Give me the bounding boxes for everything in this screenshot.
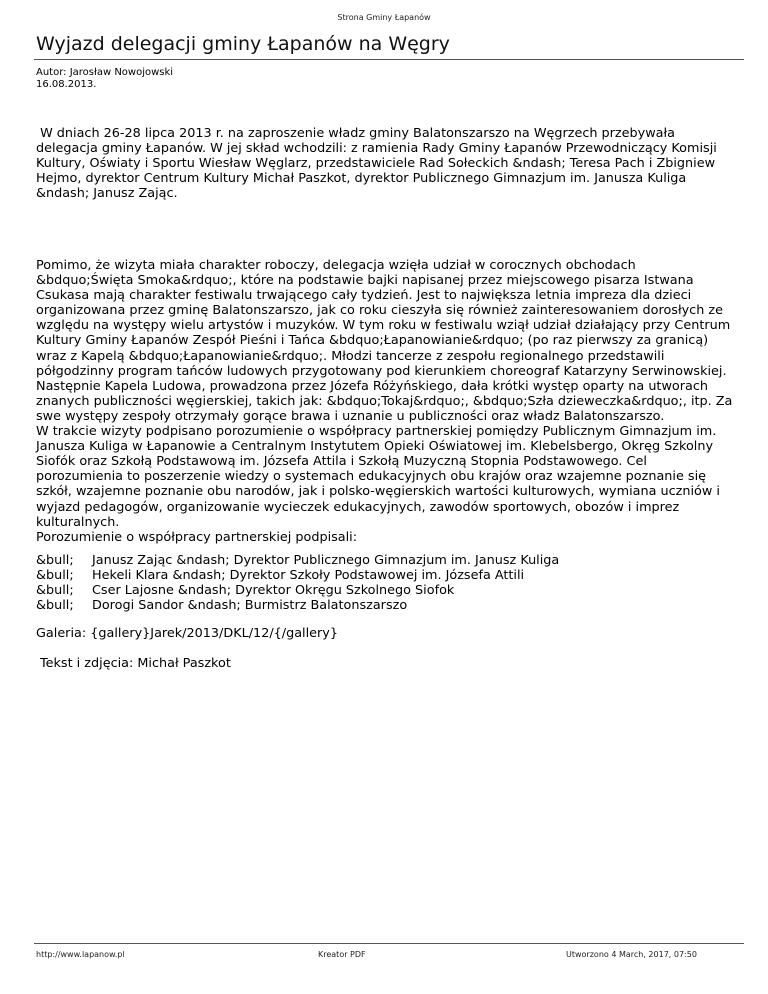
site-header: Strona Gminy Łapanów	[337, 13, 431, 22]
bullet-entity: &bull;	[36, 598, 74, 614]
author-line: Autor: Jarosław Nowojowski	[36, 67, 174, 78]
list-item-text: Janusz Zając &ndash; Dyrektor Publicznego Gimnazjum im. Janusz Kuliga	[92, 553, 560, 568]
gallery-line: Galeria: {gallery}Jarek/2013/DKL/12/{/gallery}	[36, 626, 339, 641]
bullet-entity: &bull;	[36, 583, 74, 599]
page-title: Wyjazd delegacji gminy Łapanów na Węgry	[36, 33, 450, 55]
footer-url: http://www.lapanow.pl	[36, 950, 125, 959]
intro-paragraph: W dniach 26-28 lipca 2013 r. na zaproszenie władz gminy Balatonszarszo na Węgrzech przebywała delegacja gminy Łapanów. W jej skład wchodzili: z ramienia Rady Gminy Łapanów Przewodniczący Komisji Kultury, Oświaty i Sportu Wiesław Węglarz, przedstawiciele Rad Sołeckich &ndash; Teresa Pach i Zbigniew Hejmo, dyrektor Centrum Kultury Michał Paszkot, dyrektor Publicznego Gimnazjum im. Janusza Kuliga &ndash; Janusz Zając.	[36, 126, 721, 202]
list-item-text: Cser Lajosne &ndash; Dyrektor Okręgu Szkolnego Siofok	[92, 583, 455, 599]
footer-generator: Kreator PDF	[318, 950, 366, 959]
footer-created-date: Utworzono 4 March, 2017, 07:50	[566, 950, 697, 959]
body-paragraph: Pomimo, że wizyta miała charakter roboczy, delegacja wzięła udział w corocznych obchodach &bdquo;Święta Smoka&rdquo;, które na podstawie bajki napisanej przez miejscowego pisarza Istwana Csukasa mają charakter festiwalu trwającego cały tydzień. Jest to największa letnia impreza dla dzieci organizowana przez gminę Balatonszarszo, jak co roku cieszyła się również zainteresowaniem dorosłych ze względu na występy wielu artystów i muzyków. W tym roku w festiwalu wziął udział działający przy Centrum Kultury Gminy Łapanów Zespół Pieśni i Tańca &bdquo;Łapanowianie&rdquo; (po raz pierwszy za granicą) wraz z Kapelą &bdquo;Łapanowianie&rdquo;. Młodzi tancerze z zespołu regionalnego przedstawili półgodzinny program tańców ludowych przygotowany pod kierunkiem choreograf Katarzyny Serwinowskiej. Następnie Kapela Ludowa, prowadzona przez Józefa Różyńskiego, dała krótki występ oparty na utworach znanych publiczności węgierskiej, takich jak: &bdquo;Tokaj&rdquo;, &bdquo;Szła dzieweczka&rdquo;, itp. Za swe występy zespoły otrzymały gorące brawa i uznanie u publiczności oraz władz Balatonszarszo. W trakcie wizyty podpisano porozumienie o współpracy partnerskiej pomiędzy Publicznym Gimnazjum im. Janusza Kuliga w Łapanowie a Centralnym Instytutem Opieki Oświatowej im. Klebelsbergo, Okręg Szkolny Siofók oraz Szkołą Podstawową im. Józsefa Attila i Szkołą Muzyczną Stopnia Podstawowego. Cel porozumienia to poszerzenie wiedzy o systemach edukacyjnych obu krajów oraz wzajemne poznanie się szkół, wzajemne poznanie obu narodów, jak i polsko-węgierskich wartości kulturowych, wymiana uczniów i wyjazd pedagogów, organizowanie wycieczek edukacyjnych, zawodów sportowych, obozów i imprez kulturalnych. Porozumienie o współpracy partnerskiej podpisali:	[36, 258, 733, 545]
footer-divider	[34, 943, 744, 944]
list-item	[36, 583, 559, 598]
bullet-entity: &bull;	[36, 568, 74, 584]
list-item-text: Dorogi Sandor &ndash; Burmistrz Balatonszarszo	[92, 598, 408, 614]
signatories-list	[36, 553, 559, 613]
bullet-entity: &bull;	[36, 553, 74, 568]
article-meta	[36, 67, 173, 91]
date-line: 16.08.2013.	[36, 79, 97, 90]
title-divider	[34, 59, 744, 60]
credit-line: Tekst i zdjęcia: Michał Paszkot	[40, 656, 231, 671]
list-item	[36, 598, 559, 613]
list-item-text: Hekeli Klara &ndash; Dyrektor Szkoły Podstawowej im. Józsefa Attili	[92, 568, 525, 584]
list-item	[36, 568, 559, 583]
list-item	[36, 553, 559, 568]
